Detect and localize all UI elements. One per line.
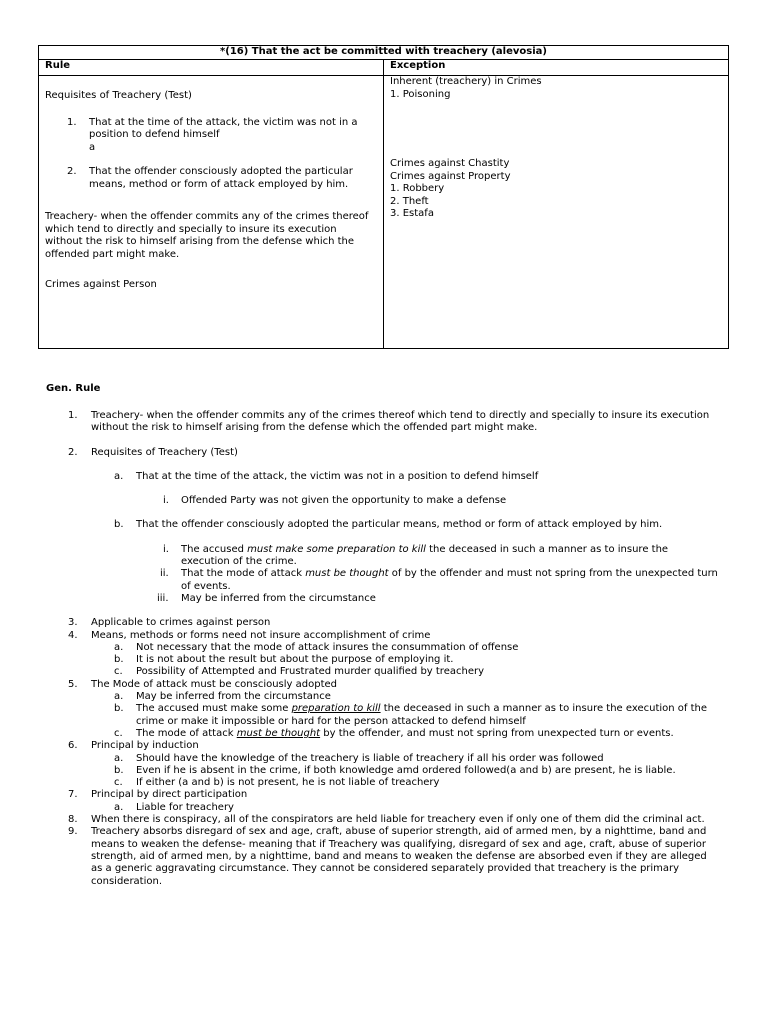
list-number: 5. [68, 678, 78, 690]
list-item [68, 654, 718, 666]
list-text: Treachery- when the offender commits any of the crimes thereof which tend to directly and specially to insure its execution without the risk to himself arising from the defense which the offended part might make. [91, 410, 710, 434]
list-number: 1. [67, 116, 77, 128]
list-item [45, 117, 377, 155]
list-item [68, 691, 718, 703]
list-text: That the offender consciously adopted the particular means, method or form of attack employed by him. [89, 166, 353, 190]
list-number: 6. [68, 740, 78, 752]
exception-header: Exception [384, 60, 729, 76]
crimes-against-property: Crimes against Property [390, 170, 511, 182]
list-number: c. [114, 727, 123, 739]
list-item [68, 642, 718, 654]
list-text: The accused [181, 543, 248, 555]
list-item [68, 703, 718, 728]
list-text: the deceased in such a manner as to insure the execution of the crime. [181, 543, 669, 568]
rule-header: Rule [39, 60, 384, 76]
list-number: b. [114, 519, 124, 531]
list-item [68, 777, 718, 789]
list-item [68, 789, 718, 801]
list-text: Applicable to crimes against person [91, 617, 271, 629]
gen-rule-heading: Gen. Rule [46, 383, 101, 394]
list-number: 7. [68, 789, 78, 801]
list-text: If either (a and b) is not present, he is not liable of treachery [136, 777, 440, 789]
list-text: Principal by induction [91, 740, 199, 752]
emphasis-text: must be thought [305, 568, 389, 580]
list-item [68, 740, 718, 752]
list-item [45, 166, 377, 191]
list-number: b. [114, 764, 124, 776]
list-text: The Mode of attack must be consciously adopted [91, 678, 337, 690]
list-item [68, 410, 718, 435]
list-number: 4. [68, 629, 78, 641]
list-number: i. [163, 543, 169, 555]
exception-cell [384, 76, 729, 349]
list-text: Not necessary that the mode of attack insures the consummation of offense [136, 641, 519, 653]
rule-exception-table [38, 45, 729, 349]
list-text: Means, methods or forms need not insure accomplishment of crime [91, 629, 431, 641]
property-item: 3. Estafa [390, 208, 434, 219]
list-number: iii. [157, 592, 169, 604]
list-text: Even if he is absent in the crime, if both knowledge amd ordered followed(a and b) are present, he is liable. [136, 764, 676, 776]
list-text: the deceased in such a manner as to insure the execution of the crime or make it impossible or hard for the person attacked to defend himself [136, 703, 708, 727]
gen-rule-list [68, 410, 718, 888]
list-number: 9. [68, 826, 78, 838]
list-text: May be inferred from the circumstance [181, 592, 376, 604]
list-item [68, 802, 718, 814]
list-extra: a [89, 141, 96, 153]
list-text: It is not about the result but about the purpose of employing it. [136, 654, 454, 666]
list-number: 2. [67, 166, 77, 177]
list-number: a. [114, 752, 124, 764]
list-item [68, 765, 718, 777]
emphasis-text: preparation to kill [291, 703, 381, 715]
inherent-crimes: Inherent (treachery) in Crimes [390, 76, 542, 87]
list-text: The accused must make some [136, 703, 292, 715]
requisites-title: Requisites of Treachery (Test) [45, 90, 192, 101]
list-number: a. [114, 801, 124, 813]
list-number: ii. [160, 568, 169, 580]
treachery-definition: Treachery- when the offender commits any of the crimes thereof which tend to directly and specially to insure its execution without the risk to himself arising from the defense which the offended part might make. [45, 211, 369, 260]
list-number: b. [114, 703, 124, 715]
emphasis-text: must be thought [236, 727, 321, 739]
list-item [68, 617, 718, 629]
crimes-against-chastity: Crimes against Chastity [390, 158, 510, 169]
list-text: of by the offender and must not spring from the unexpected turn of events. [181, 568, 718, 592]
list-text: That the offender consciously adopted the particular means, method or form of attack employed by him. [136, 519, 663, 531]
list-text: That at the time of the attack, the victim was not in a position to defend himself [89, 116, 358, 140]
list-text: Liable for treachery [136, 801, 234, 813]
list-number: a. [114, 641, 124, 653]
requisites-list [45, 117, 377, 192]
list-text: Offended Party was not given the opportunity to make a defense [181, 495, 507, 507]
list-number: b. [114, 654, 124, 666]
list-item [68, 471, 718, 483]
list-item [68, 728, 718, 740]
list-number: 8. [68, 814, 78, 826]
list-item [68, 568, 718, 593]
list-text: Treachery absorbs disregard of sex and age, craft, abuse of superior strength, aid of armed men, by a nighttime, band and means to weaken the defense- meaning that if Treachery was qualifying, disregard of sex and age, craft, abuse of superior strength, aid of armed men, by a nighttime, band and means to weaken the defense are absorbed even if they are alleged as a generic aggravating circumstance. They cannot be considered separately provided that treachery is the primary consideration. [91, 826, 707, 887]
list-text: Principal by direct participation [91, 789, 248, 801]
list-text: Possibility of Attempted and Frustrated murder qualified by treachery [136, 666, 484, 678]
property-item: 1. Robbery [390, 183, 445, 194]
list-item [68, 753, 718, 765]
list-text: That the mode of attack [181, 568, 306, 580]
list-text: May be inferred from the circumstance [136, 691, 331, 703]
property-item: 2. Theft [390, 195, 429, 207]
list-number: c. [114, 777, 123, 789]
crimes-against-person: Crimes against Person [45, 279, 157, 290]
list-number: a. [114, 470, 124, 482]
rule-cell [39, 76, 384, 349]
poisoning: 1. Poisoning [390, 88, 451, 100]
list-text: Should have the knowledge of the treachery is liable of treachery if all his order was followed [136, 752, 604, 764]
list-item [68, 495, 718, 507]
list-number: i. [163, 495, 169, 507]
list-item [68, 447, 718, 459]
list-text: When there is conspiracy, all of the conspirators are held liable for treachery even if only one of them did the criminal act. [91, 814, 705, 826]
list-item [68, 814, 718, 826]
list-number: c. [114, 666, 123, 678]
list-item [68, 679, 718, 691]
list-item [68, 593, 718, 605]
list-text: Requisites of Treachery (Test) [91, 446, 238, 458]
list-number: 3. [68, 617, 78, 629]
list-item [68, 630, 718, 642]
list-item [68, 544, 718, 569]
list-item [68, 519, 718, 531]
emphasis-text: must make some preparation to kill [247, 543, 426, 555]
table-title: *(16) That the act be committed with treachery (alevosia) [39, 46, 729, 60]
list-text: by the offender, and must not spring from unexpected turn or events. [320, 727, 674, 739]
list-text: The mode of attack [136, 727, 237, 739]
list-number: 2. [68, 446, 78, 458]
list-number: a. [114, 691, 124, 703]
list-item [68, 666, 718, 678]
list-number: 1. [68, 410, 78, 421]
list-text: That at the time of the attack, the victim was not in a position to defend himself [136, 470, 539, 482]
list-item [68, 826, 718, 887]
